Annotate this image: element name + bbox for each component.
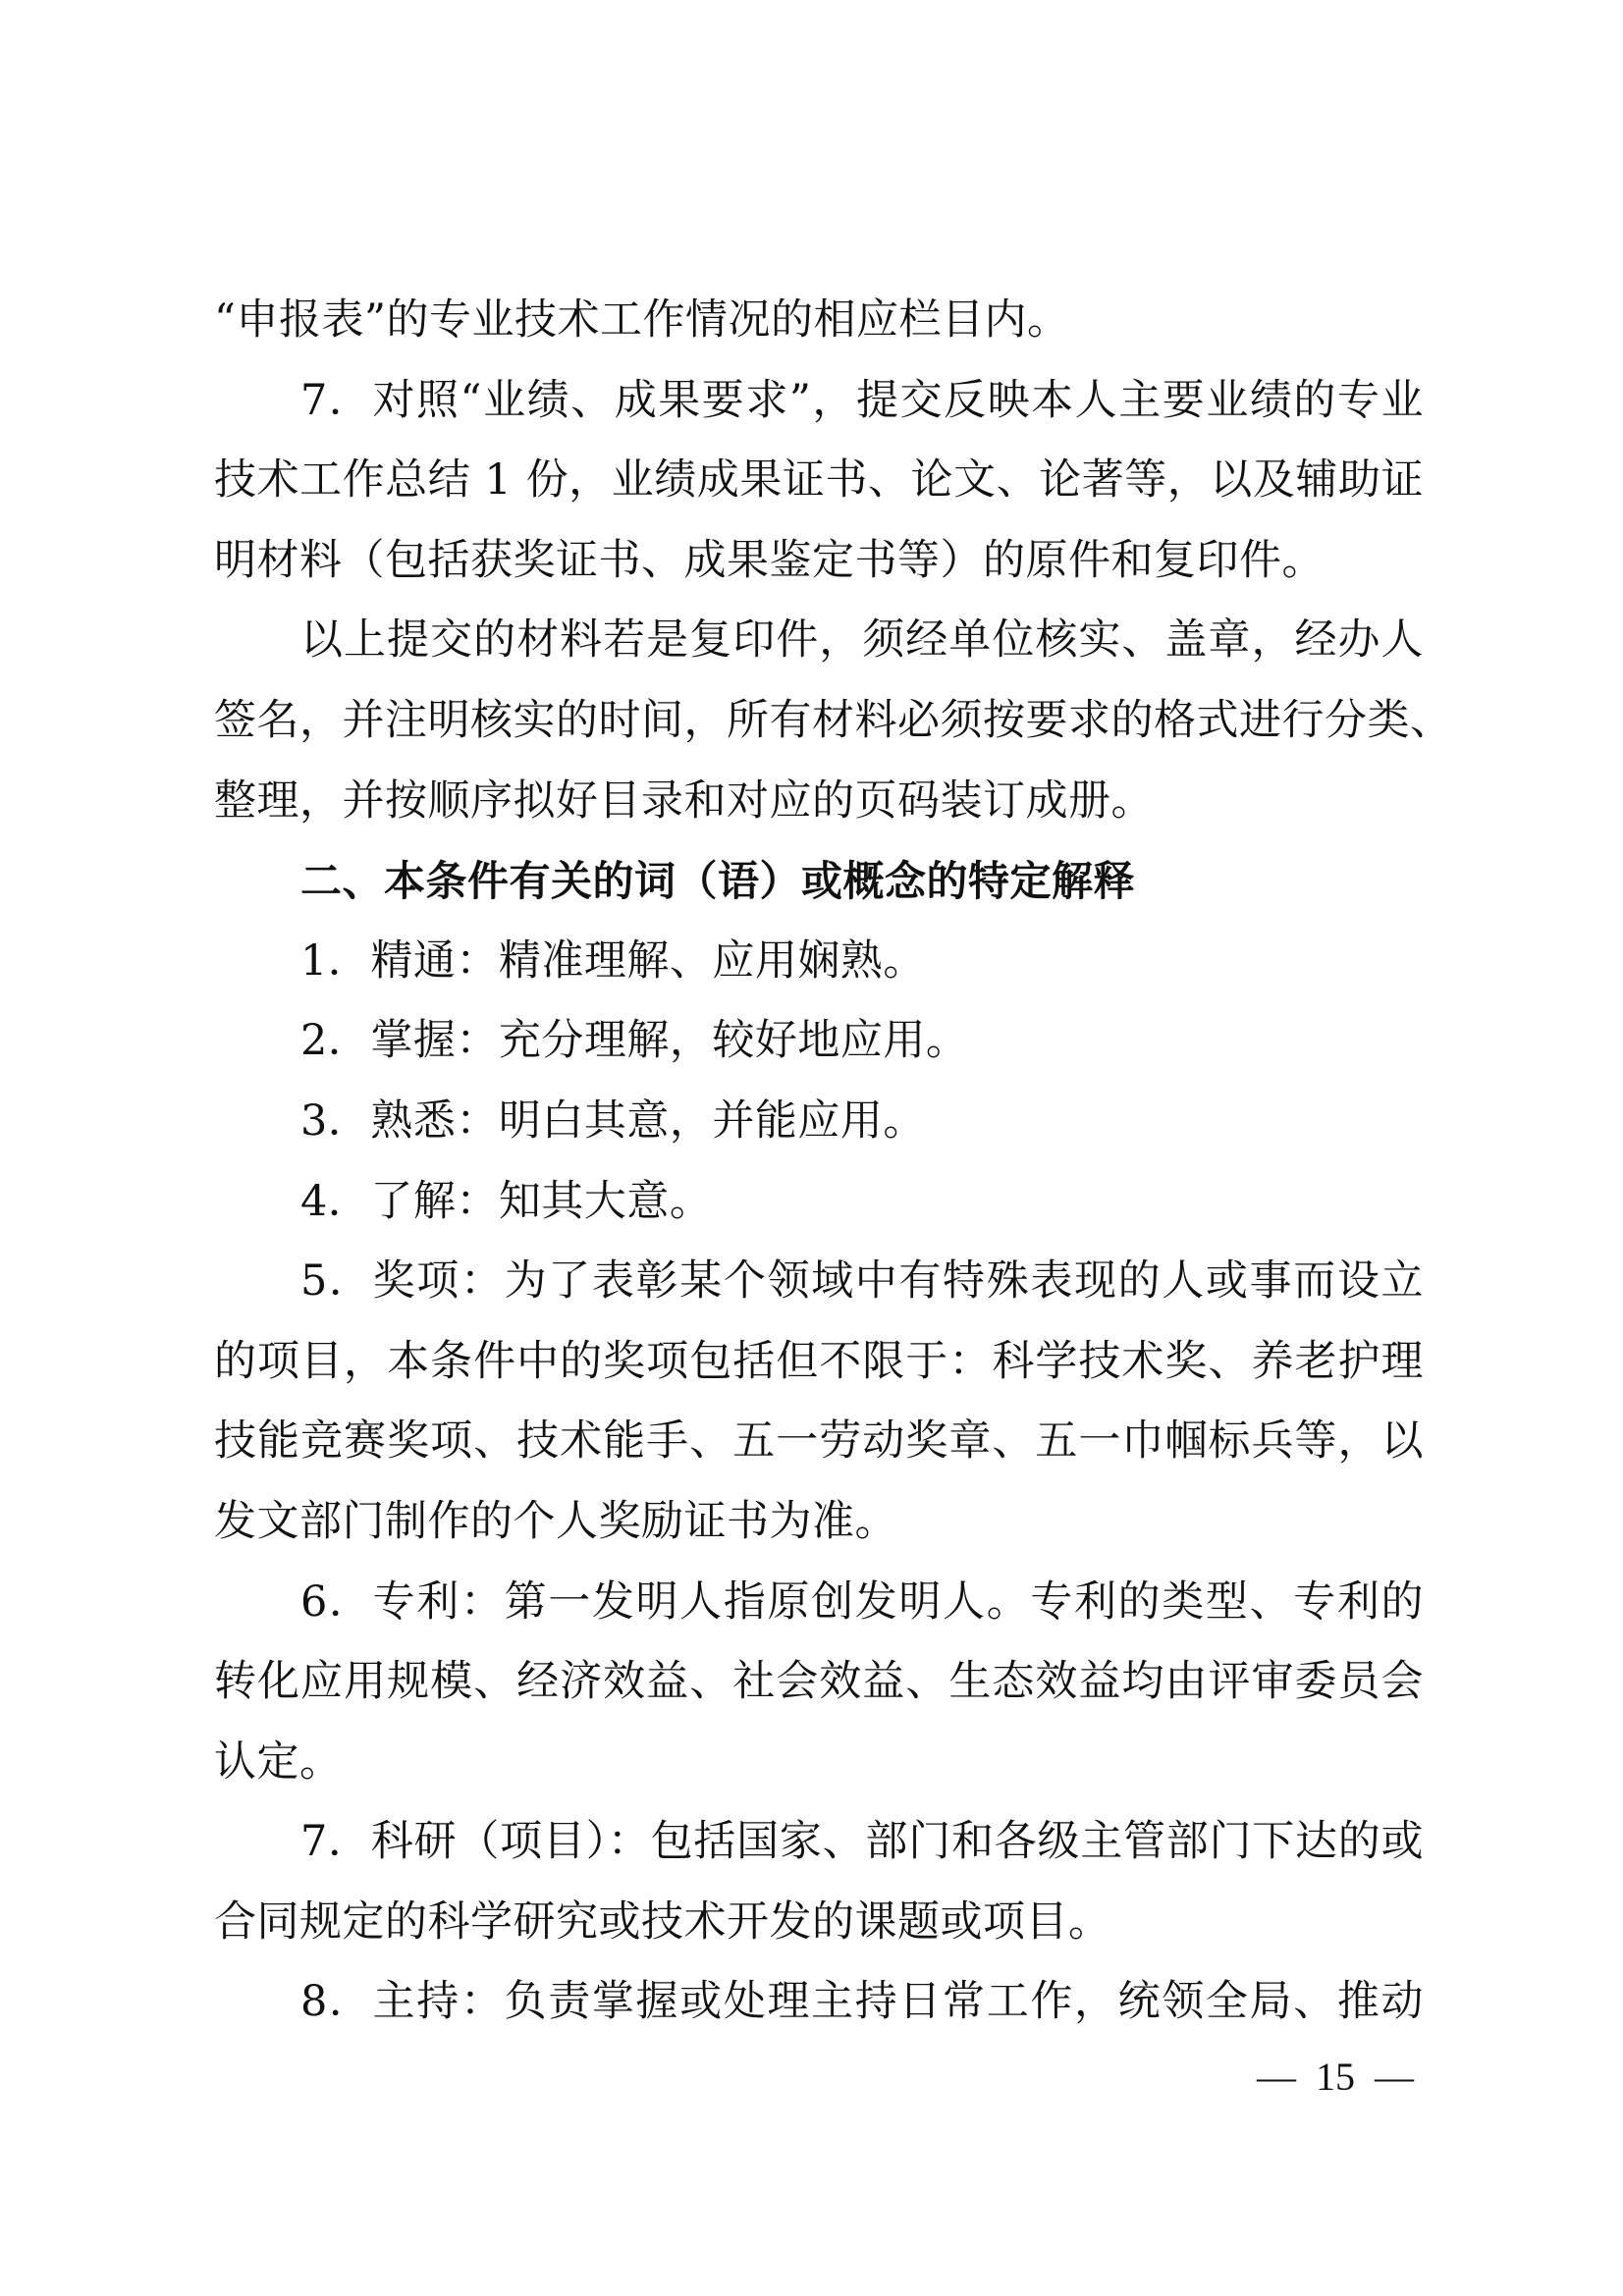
definition-master: 2．掌握：充分理解，较好地应用。 xyxy=(300,1016,969,1066)
item-7-submission-line-1: 7．对照“业绩、成果要求”，提交反映本人主要业绩的专业 xyxy=(300,375,1424,425)
definition-proficient: 1．精通：精准理解、应用娴熟。 xyxy=(300,935,926,986)
definition-awards-line-1: 5．奖项：为了表彰某个领域中有特殊表现的人或事而设立 xyxy=(300,1256,1424,1307)
definition-familiar: 3．熟悉：明白其意，并能应用。 xyxy=(300,1095,926,1146)
definition-awards-line-4: 发文部门制作的个人奖励证书为准。 xyxy=(214,1496,897,1546)
document-page xyxy=(214,281,1453,2043)
definition-preside-line-1: 8．主持：负责掌握或处理主持日常工作，统领全局、推动 xyxy=(300,1977,1424,2027)
definition-understand: 4．了解：知其大意。 xyxy=(300,1176,713,1226)
copies-note-line-2: 签名，并注明核实的时间，所有材料必须按要求的格式进行分类、 xyxy=(214,695,1453,745)
definition-patent-line-2: 转化应用规模、经济效益、社会效益、生态效益均由评审委员会 xyxy=(214,1657,1424,1707)
definition-awards-line-2: 的项目，本条件中的奖项包括但不限于：科学技术奖、养老护理 xyxy=(214,1336,1424,1386)
item-7-submission-line-3: 明材料（包括获奖证书、成果鉴定书等）的原件和复印件。 xyxy=(214,535,1325,585)
item-7-submission-line-2: 技术工作总结 1 份，业绩成果证书、论文、论著等，以及辅助证 xyxy=(214,455,1424,506)
definition-research-line-2: 合同规定的科学研究或技术开发的课题或项目。 xyxy=(214,1896,1111,1947)
copies-note-line-1: 以上提交的材料若是复印件，须经单位核实、盖章，经办人 xyxy=(300,615,1424,666)
definition-research-line-1: 7．科研（项目）：包括国家、部门和各级主管部门下达的或 xyxy=(300,1817,1424,1867)
page-number: — 15 — xyxy=(1257,2055,1414,2099)
paragraph-line-continuation: “申报表”的专业技术工作情况的相应栏目内。 xyxy=(214,295,1070,345)
definition-patent-line-1: 6．专利：第一发明人指原创发明人。专利的类型、专利的 xyxy=(300,1576,1424,1627)
copies-note-line-3: 整理，并按顺序拟好目录和对应的页码装订成册。 xyxy=(214,775,1154,826)
definition-patent-line-3: 认定。 xyxy=(214,1736,343,1787)
definition-awards-line-3: 技能竞赛奖项、技术能手、五一劳动奖章、五一巾帼标兵等，以 xyxy=(214,1416,1424,1467)
section-heading-definitions: 二、本条件有关的词（语）或概念的特定解释 xyxy=(300,857,1136,906)
